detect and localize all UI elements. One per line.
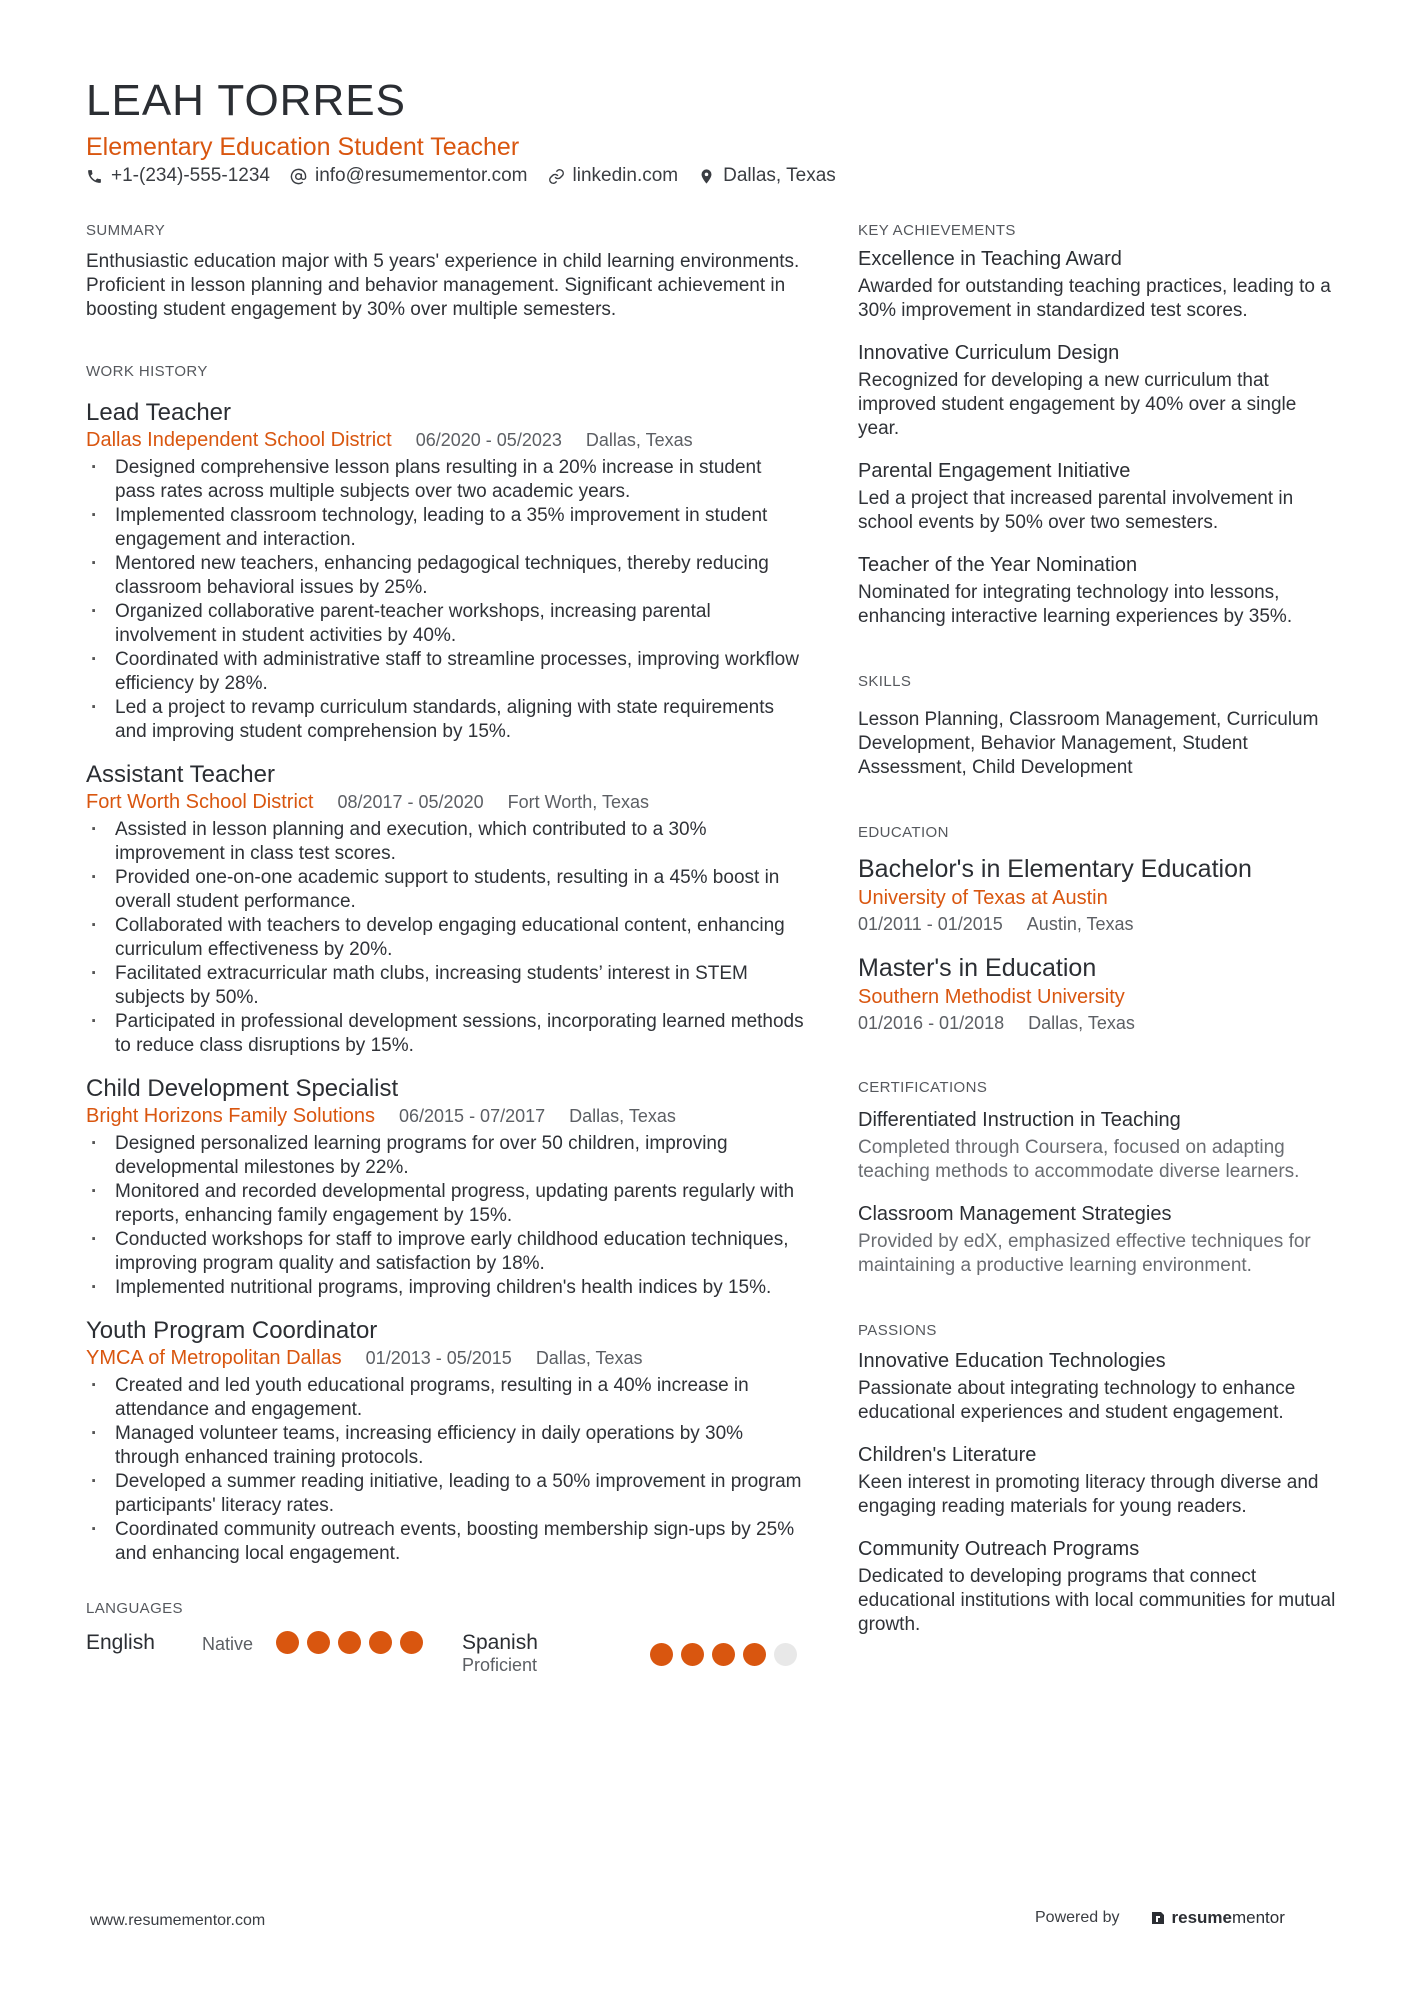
contact-phone[interactable] xyxy=(86,165,270,187)
certification-item xyxy=(858,1106,1338,1184)
phone-icon xyxy=(86,168,103,185)
education-meta xyxy=(858,912,1338,936)
education-school: Southern Methodist University xyxy=(858,986,1125,1008)
job-bullets xyxy=(86,456,806,744)
job-entry xyxy=(86,1074,806,1300)
achievement-item xyxy=(858,339,1338,441)
contact-location-text: Dallas, Texas xyxy=(723,165,836,186)
job-employer: Dallas Independent School District xyxy=(86,429,392,451)
job-title: Assistant Teacher xyxy=(86,761,275,788)
languages-heading: LANGUAGES xyxy=(86,1600,183,1617)
job-location: Dallas, Texas xyxy=(585,430,693,450)
education-heading: EDUCATION xyxy=(858,824,949,841)
achievements-section xyxy=(858,222,1338,629)
job-bullet: · Implemented classroom technology, leading to a 35% improvement in student engagement and interaction. xyxy=(86,504,806,552)
language-name: Spanish xyxy=(462,1631,538,1654)
achievement-desc: Recognized for developing a new curriculum that improved student engagement by 40% over a single year. xyxy=(858,370,1297,439)
job-meta xyxy=(86,1104,806,1128)
certification-desc: Provided by edX, emphasized effective techniques for maintaining a productive learning environment. xyxy=(858,1231,1311,1276)
passion-title: Children's Literature xyxy=(858,1444,1037,1466)
achievement-item xyxy=(858,457,1338,535)
work-history-section xyxy=(86,363,806,1566)
language-rating xyxy=(650,1643,805,1676)
contact-linkedin-text: linkedin.com xyxy=(572,165,679,186)
work-history-heading: WORK HISTORY xyxy=(86,363,208,380)
certification-item xyxy=(858,1200,1338,1278)
job-employer: YMCA of Metropolitan Dallas xyxy=(86,1347,342,1369)
certification-desc: Completed through Coursera, focused on adapting teaching methods to accommodate diverse learners. xyxy=(858,1137,1300,1182)
contact-bar xyxy=(86,165,856,187)
job-meta xyxy=(86,1346,806,1370)
job-bullet: · Led a project to revamp curriculum standards, aligning with state requirements and improving student comprehension by 15%. xyxy=(86,696,806,744)
skills-heading: SKILLS xyxy=(858,673,912,690)
passion-desc: Dedicated to developing programs that connect educational institutions with local communities for mutual growth. xyxy=(858,1566,1336,1635)
education-item xyxy=(858,853,1338,936)
job-bullet: · Coordinated with administrative staff to streamline processes, improving workflow efficiency by 28%. xyxy=(86,648,806,696)
education-degree: Master's in Education xyxy=(858,954,1097,982)
job-bullet: · Designed comprehensive lesson plans resulting in a 20% increase in student pass rates across multiple subjects over two academic years. xyxy=(86,456,806,504)
passions-heading: PASSIONS xyxy=(858,1322,937,1339)
achievement-desc: Led a project that increased parental involvement in school events by 50% over two semesters. xyxy=(858,488,1294,533)
candidate-name: LEAH TORRES xyxy=(86,76,406,125)
passion-title: Innovative Education Technologies xyxy=(858,1350,1166,1372)
brand-logo[interactable] xyxy=(1150,1908,1285,1928)
job-bullet: · Developed a summer reading initiative, leading to a 50% improvement in program participants' literacy rates. xyxy=(86,1470,806,1518)
powered-by-label: Powered by xyxy=(1035,1909,1120,1926)
summary-heading: SUMMARY xyxy=(86,222,166,239)
job-location: Dallas, Texas xyxy=(535,1348,643,1368)
job-bullet: · Mentored new teachers, enhancing pedagogical techniques, thereby reducing classroom behavioral issues by 25%. xyxy=(86,552,806,600)
education-location: Dallas, Texas xyxy=(1028,1013,1135,1033)
job-bullets xyxy=(86,818,806,1058)
achievement-item xyxy=(858,551,1338,629)
job-title: Youth Program Coordinator xyxy=(86,1317,378,1344)
job-meta xyxy=(86,790,806,814)
job-bullet: · Designed personalized learning programs for over 50 children, improving developmental milestones by 22%. xyxy=(86,1132,806,1180)
left-column xyxy=(86,222,806,1676)
achievement-title: Innovative Curriculum Design xyxy=(858,342,1120,364)
job-entry xyxy=(86,760,806,1058)
job-dates: 01/2013 - 05/2015 xyxy=(365,1348,512,1368)
rating-dot-filled xyxy=(743,1643,766,1666)
brand-mark-icon xyxy=(1150,1910,1166,1926)
passion-desc: Passionate about integrating technology to enhance educational experiences and student engagement. xyxy=(858,1378,1296,1423)
rating-dot-filled xyxy=(650,1643,673,1666)
achievement-desc: Nominated for integrating technology into lessons, enhancing interactive learning experiences by 35%. xyxy=(858,582,1293,627)
language-item xyxy=(462,1631,805,1676)
candidate-title: Elementary Education Student Teacher xyxy=(86,133,520,161)
language-name: English xyxy=(86,1631,155,1654)
job-bullet: · Organized collaborative parent-teacher workshops, increasing parental involvement in student activities by 40%. xyxy=(86,600,806,648)
rating-dot-filled xyxy=(276,1631,299,1654)
education-section xyxy=(858,824,1338,1035)
job-entry xyxy=(86,398,806,744)
job-entry xyxy=(86,1316,806,1566)
passion-item xyxy=(858,1535,1338,1637)
job-location: Dallas, Texas xyxy=(569,1106,676,1126)
education-meta xyxy=(858,1011,1338,1035)
job-bullet: · Implemented nutritional programs, improving children's health indices by 15%. xyxy=(86,1276,806,1300)
passions-section xyxy=(858,1322,1338,1637)
at-sign-icon xyxy=(290,168,307,185)
brand-rest: mentor xyxy=(1231,1908,1285,1927)
education-location: Austin, Texas xyxy=(1026,914,1134,934)
rating-dot-empty xyxy=(774,1643,797,1666)
passion-desc: Keen interest in promoting literacy through diverse and engaging reading materials for young readers. xyxy=(858,1472,1319,1517)
footer-website[interactable]: www.resumementor.com xyxy=(90,1912,266,1929)
job-bullet: · Created and led youth educational programs, resulting in a 40% increase in attendance and engagement. xyxy=(86,1374,806,1422)
summary-text: Enthusiastic education major with 5 years' experience in child learning environments. Proficient in lesson planning and behavior management. Significant achievement in boosting student engagement by 30% over multiple semesters. xyxy=(86,251,800,320)
rating-dot-filled xyxy=(681,1643,704,1666)
job-meta xyxy=(86,428,806,452)
job-employer: Bright Horizons Family Solutions xyxy=(86,1105,375,1127)
job-title: Child Development Specialist xyxy=(86,1075,399,1102)
job-bullets xyxy=(86,1374,806,1566)
achievement-title: Teacher of the Year Nomination xyxy=(858,554,1138,576)
language-rating xyxy=(276,1631,431,1676)
footer-powered xyxy=(1035,1908,1285,1928)
job-bullet: · Participated in professional development sessions, incorporating learned methods to reduce class disruptions by 15%. xyxy=(86,1010,806,1058)
language-level: Native xyxy=(202,1634,254,1654)
job-bullet: · Coordinated community outreach events, boosting membership sign-ups by 25% and enhancing local engagement. xyxy=(86,1518,806,1566)
language-item xyxy=(86,1631,462,1676)
certifications-heading: CERTIFICATIONS xyxy=(858,1079,988,1096)
certification-title: Differentiated Instruction in Teaching xyxy=(858,1109,1181,1131)
language-list xyxy=(86,1631,806,1676)
contact-linkedin[interactable] xyxy=(548,165,679,187)
contact-location xyxy=(698,165,836,187)
achievement-title: Parental Engagement Initiative xyxy=(858,460,1131,482)
contact-email-text: info@resumementor.com xyxy=(314,165,528,186)
brand-bold: resume xyxy=(1171,1908,1232,1927)
languages-section xyxy=(86,1600,806,1676)
job-bullets xyxy=(86,1132,806,1300)
rating-dot-filled xyxy=(712,1643,735,1666)
job-bullet: · Collaborated with teachers to develop engaging educational content, enhancing curriculum effectiveness by 20%. xyxy=(86,914,806,962)
job-bullet: · Provided one-on-one academic support to students, resulting in a 45% boost in overall student performance. xyxy=(86,866,806,914)
achievement-desc: Awarded for outstanding teaching practices, leading to a 30% improvement in standardized test scores. xyxy=(858,276,1331,321)
achievements-heading: KEY ACHIEVEMENTS xyxy=(858,222,1016,239)
passion-item xyxy=(858,1347,1338,1425)
achievement-item xyxy=(858,245,1338,323)
education-item xyxy=(858,952,1338,1035)
certification-title: Classroom Management Strategies xyxy=(858,1203,1172,1225)
passion-item xyxy=(858,1441,1338,1519)
rating-dot-filled xyxy=(369,1631,392,1654)
rating-dot-filled xyxy=(338,1631,361,1654)
skills-section xyxy=(858,673,1338,780)
job-location: Fort Worth, Texas xyxy=(507,792,649,812)
job-bullet: · Monitored and recorded developmental progress, updating parents regularly with reports, enhancing family engagement by 15%. xyxy=(86,1180,806,1228)
certifications-section xyxy=(858,1079,1338,1278)
contact-phone-text: +1-(234)-555-1234 xyxy=(111,165,270,186)
passion-title: Community Outreach Programs xyxy=(858,1538,1140,1560)
link-icon xyxy=(548,168,565,185)
skills-text: Lesson Planning, Classroom Management, Curriculum Development, Behavior Management, Student Assessment, Child Development xyxy=(858,709,1319,778)
contact-email[interactable] xyxy=(290,165,528,187)
summary-section xyxy=(86,222,806,322)
job-dates: 08/2017 - 05/2020 xyxy=(337,792,484,812)
job-dates: 06/2015 - 07/2017 xyxy=(399,1106,546,1126)
job-bullet: · Facilitated extracurricular math clubs, increasing students’ interest in STEM subjects by 50%. xyxy=(86,962,806,1010)
rating-dot-filled xyxy=(307,1631,330,1654)
job-bullet: · Managed volunteer teams, increasing efficiency in daily operations by 30% through enhanced training protocols. xyxy=(86,1422,806,1470)
job-bullet: · Conducted workshops for staff to improve early childhood education techniques, improving program quality and satisfaction by 18%. xyxy=(86,1228,806,1276)
job-bullet: · Assisted in lesson planning and execution, which contributed to a 30% improvement in class test scores. xyxy=(86,818,806,866)
education-dates: 01/2011 - 01/2015 xyxy=(858,914,1003,934)
map-pin-icon xyxy=(698,168,715,185)
education-school: University of Texas at Austin xyxy=(858,887,1108,909)
education-degree: Bachelor's in Elementary Education xyxy=(858,855,1252,883)
education-dates: 01/2016 - 01/2018 xyxy=(858,1013,1005,1033)
job-employer: Fort Worth School District xyxy=(86,791,314,813)
achievement-title: Excellence in Teaching Award xyxy=(858,248,1122,270)
job-title: Lead Teacher xyxy=(86,399,232,426)
rating-dot-filled xyxy=(400,1631,423,1654)
language-level: Proficient xyxy=(462,1655,538,1675)
job-dates: 06/2020 - 05/2023 xyxy=(415,430,562,450)
right-column xyxy=(858,222,1338,1637)
